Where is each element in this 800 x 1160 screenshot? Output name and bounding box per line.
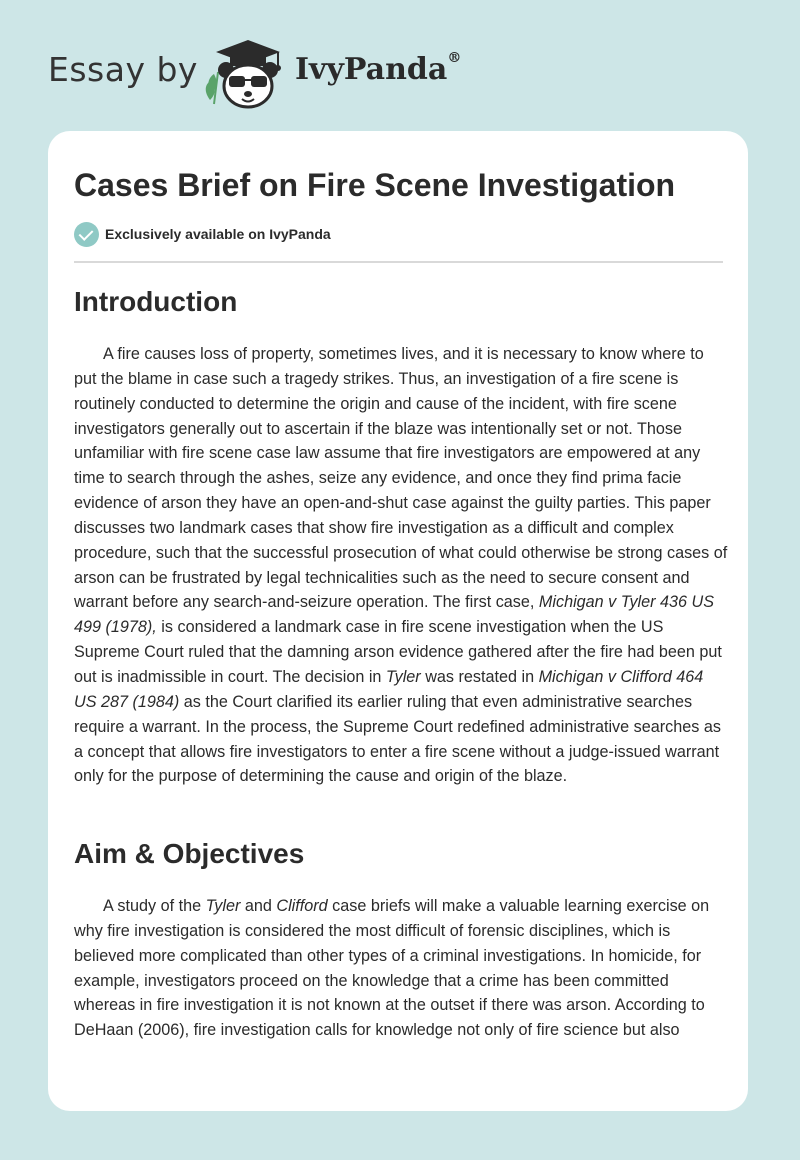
registered-mark: ® xyxy=(447,50,462,66)
leaf-icon xyxy=(206,72,218,104)
exclusive-badge xyxy=(74,221,331,247)
page-title: Cases Brief on Fire Scene Investigation xyxy=(74,167,676,203)
divider xyxy=(74,261,723,263)
introduction-paragraph: A fire causes loss of property, sometimes lives, and it is necessary to know where to put the blame in case such a tragedy strikes. Thus, an investigation of a fire scene is routinely conducted to determine the origin and cause of the incident, with fire scene investigators generally out to ascertain if the blaze was intentionally set or not. Those unfamiliar with fire scene case law assume that fire investigators are empowered at any time to search through the ashes, seize any evidence, and once they find prima facie evidence of arson they have an open-and-shut case against the guilty parties. This paper discusses two landmark cases that show fire investigation as a difficult and complex procedure, such that the successful prosecution of what could otherwise be strong cases of arson can be frustrated by legal technicalities such as the need to secure consent and warrant before any search-and-seizure operation. The first case, Michigan v Tyler 436 US 499 (1978), is considered a landmark case in fire scene investigation when the US Supreme Court ruled that the damning arson evidence gathered after the fire had been put out is inadmissible in court. The decision in Tyler was restated in Michigan v Clifford 464 US 287 (1984) as the Court clarified its earlier ruling that even administrative searches require a warrant. In the process, the Supreme Court redefined administrative searches as a concept that allows fire investigators to enter a fire scene without a judge-issued warrant only for the purpose of determining the cause and origin of the blaze. xyxy=(74,345,728,786)
section-heading-aim-objectives: Aim & Objectives xyxy=(74,838,305,869)
panda-graduate-logo-icon[interactable] xyxy=(200,34,296,110)
brand-name[interactable]: IvyPanda® xyxy=(295,50,462,87)
aim-objectives-paragraph: A study of the Tyler and Clifford case briefs will make a valuable learning exercise on why fire investigation is considered the most difficult of forensic disciplines, which is believed more complicated than other types of a criminal investigations. In homicide, for example, investigators proceed on the knowledge that a crime has been committed whereas in fire investigation it is not known at the outset if there was arson. According to DeHaan (2006), fire investigation calls for knowledge not only of fire science but also xyxy=(74,897,710,1040)
check-circle-icon xyxy=(74,222,99,247)
exclusive-badge-label: Exclusively available on IvyPanda xyxy=(105,226,331,242)
section-heading-introduction: Introduction xyxy=(74,286,238,317)
essay-by-label: Essay by xyxy=(48,50,198,89)
site-header xyxy=(0,0,800,130)
essay-card xyxy=(48,131,748,1111)
